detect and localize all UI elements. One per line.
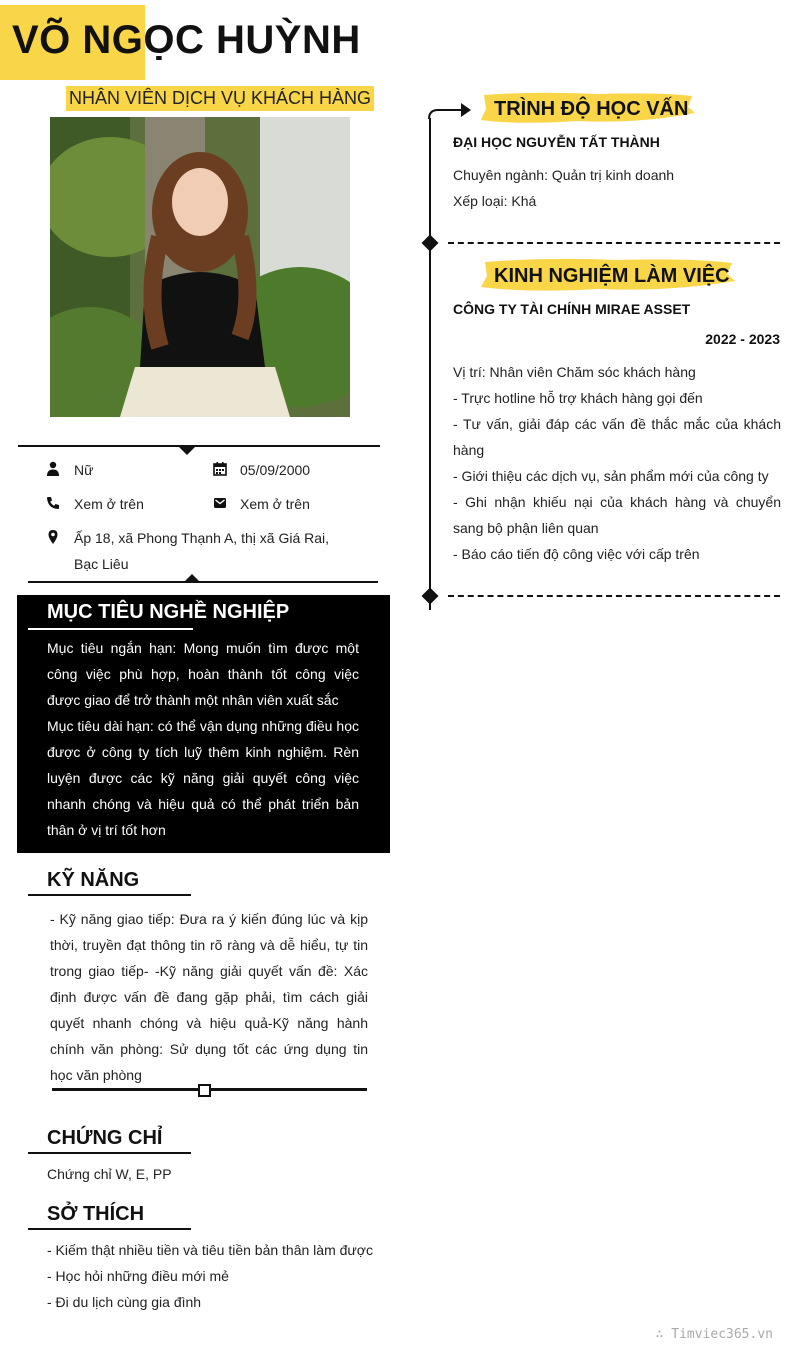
education-rank: Xếp loại: Khá xyxy=(453,193,537,209)
hobby-item: - Kiếm thật nhiều tiền và tiêu tiền bản thân làm được xyxy=(47,1242,373,1258)
divider-arrow-down xyxy=(179,447,195,455)
skills-title: KỸ NĂNG xyxy=(47,869,140,891)
education-school: ĐẠI HỌC NGUYỄN TẤT THÀNH xyxy=(453,134,660,150)
email-value: Xem ở trên xyxy=(240,496,310,512)
certificates-title: CHỨNG CHỈ xyxy=(47,1127,163,1149)
experience-company: CÔNG TY TÀI CHÍNH MIRAE ASSET xyxy=(453,301,691,317)
phone-icon xyxy=(45,495,61,511)
hobbies-title-underline xyxy=(28,1228,191,1230)
objective-title: MỤC TIÊU NGHỀ NGHIỆP xyxy=(47,601,290,623)
experience-duty: - Tư vấn, giải đáp các vấn đề thắc mắc của khách hàng xyxy=(453,416,781,458)
user-icon xyxy=(45,461,61,477)
timeline-diamond xyxy=(422,588,439,605)
education-title: TRÌNH ĐỘ HỌC VẤN xyxy=(494,98,689,120)
experience-title: KINH NGHIỆM LÀM VIỆC xyxy=(494,265,730,287)
hobby-item: - Học hỏi những điều mới mẻ xyxy=(47,1268,229,1284)
objective-title-underline xyxy=(28,628,193,630)
map-marker-icon xyxy=(45,529,61,545)
certificates-text: Chứng chỉ W, E, PP xyxy=(47,1166,172,1182)
calendar-icon xyxy=(212,461,228,477)
objective-short-term: Mục tiêu ngắn hạn: Mong muốn tìm được một công việc phù hợp, hoàn thành tốt công việc được giao để trở thành một nhân viên xuất sắc xyxy=(47,640,359,708)
divider-square-marker xyxy=(198,1084,211,1097)
timeline-arrow-icon xyxy=(428,99,474,121)
objective-long-term: Mục tiêu dài hạn: có thể vận dụng những điều học được ở công ty tích luỹ thêm kinh nghiệm. Rèn luyện được các kỹ năng giải quyết công việc nhanh chóng và hiệu quả có thể phát triển bản thân ở vị trí tốt hơn xyxy=(47,718,359,838)
skills-text: - Kỹ năng giao tiếp: Đưa ra ý kiến đúng lúc và kịp thời, truyền đạt thông tin rõ ràng và dễ hiểu, tự tin trong giao tiếp- -Kỹ năng giải quyết vấn đề: Xác định được vấn đề đang gặp phải, tìm cách giải quyết nhanh chóng và hiệu quả-Kỹ năng hành chính văn phòng: Sử dụng tốt các ứng dụng tin học văn phòng xyxy=(50,911,368,1083)
experience-duty: - Ghi nhận khiếu nại của khách hàng và chuyển sang bộ phận liên quan xyxy=(453,494,781,536)
info-bottom-divider xyxy=(28,581,378,583)
education-major: Chuyên ngành: Quản trị kinh doanh xyxy=(453,167,675,183)
gender-value: Nữ xyxy=(74,462,94,478)
address-line1: Ấp 18, xã Phong Thạnh A, thị xã Giá Rai, xyxy=(74,530,330,546)
watermark: ∴ Timviec365.vn xyxy=(655,1327,773,1342)
candidate-name: VÕ NGỌC HUỲNH xyxy=(12,18,361,62)
address-line2: Bạc Liêu xyxy=(74,556,129,572)
skills-title-underline xyxy=(28,894,191,896)
experience-role: Vị trí: Nhân viên Chăm sóc khách hàng xyxy=(453,364,696,380)
experience-duty: - Báo cáo tiến độ công việc với cấp trên xyxy=(453,546,700,562)
profile-photo xyxy=(50,117,350,417)
education-dashed-divider xyxy=(448,242,780,244)
birthday-value: 05/09/2000 xyxy=(240,462,311,478)
job-position: NHÂN VIÊN DỊCH VỤ KHÁCH HÀNG xyxy=(66,86,374,111)
hobbies-title: SỞ THÍCH xyxy=(47,1203,145,1225)
phone-value: Xem ở trên xyxy=(74,496,144,512)
timeline-diamond xyxy=(422,235,439,252)
info-top-divider xyxy=(18,445,380,447)
envelope-icon xyxy=(212,495,228,511)
hobby-item: - Đi du lịch cùng gia đình xyxy=(47,1294,202,1310)
experience-duty: - Trực hotline hỗ trợ khách hàng gọi đến xyxy=(453,390,703,406)
experience-duty: - Giới thiệu các dịch vụ, sản phẩm mới của công ty xyxy=(453,468,769,484)
experience-dashed-divider xyxy=(448,595,780,597)
certificates-title-underline xyxy=(28,1152,191,1154)
timeline-line xyxy=(429,118,431,610)
experience-period: 2022 - 2023 xyxy=(705,331,780,347)
